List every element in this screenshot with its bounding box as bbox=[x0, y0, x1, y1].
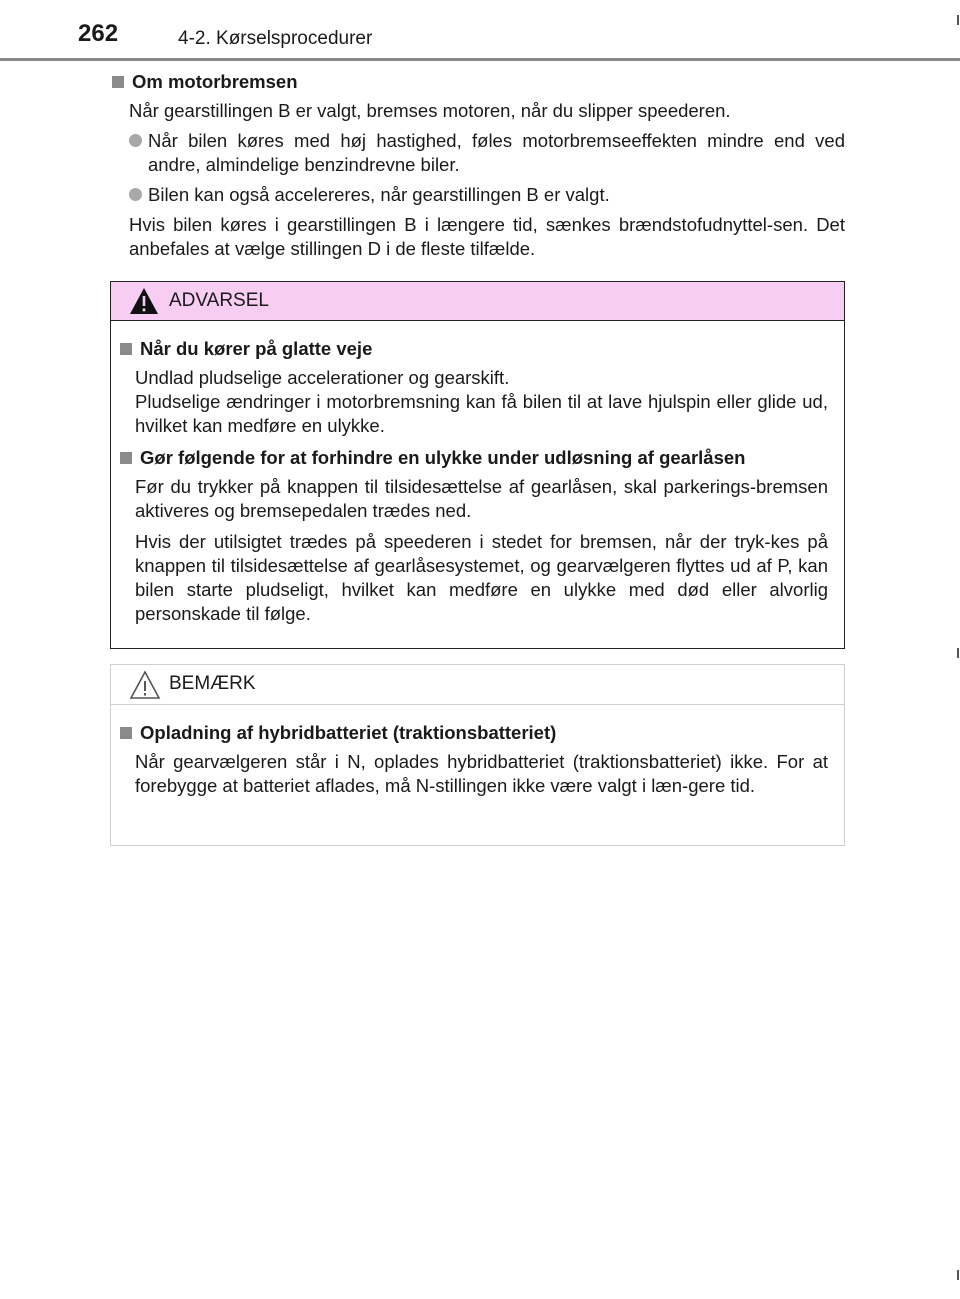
crop-mark bbox=[957, 648, 959, 658]
notice-body bbox=[111, 705, 844, 798]
caution-triangle-outline-icon bbox=[129, 670, 161, 700]
page-number: 262 bbox=[78, 20, 119, 47]
outro-paragraph: Hvis bilen køres i gearstillingen B i længere tid, sænkes brændstofudnyttel-sen. Det anbefales at vælge stillingen D i de fleste tilfælde. bbox=[129, 214, 845, 259]
section-heading bbox=[110, 70, 845, 94]
square-bullet-icon bbox=[120, 343, 132, 355]
notice-label: BEMÆRK bbox=[169, 673, 256, 694]
crop-mark bbox=[957, 1270, 959, 1280]
warning-body bbox=[111, 321, 844, 626]
header-rule bbox=[0, 58, 960, 61]
square-bullet-icon bbox=[120, 452, 132, 464]
notice-header bbox=[111, 665, 844, 705]
subheading-text: Gør følgende for at forhindre en ulykke under udløsning af gearlåsen bbox=[140, 447, 746, 468]
square-bullet-icon bbox=[112, 76, 124, 88]
square-bullet-icon bbox=[120, 727, 132, 739]
round-bullet-icon bbox=[129, 188, 142, 201]
warning-label: ADVARSEL bbox=[169, 290, 269, 311]
warning-paragraph: Hvis der utilsigtet trædes på speederen i stedet for bremsen, når der tryk-kes på knappen til tilsidesættelse af gearlåsesystemet, og gearvælgeren flyttes ud af P, kan bilen starte pludseligt, hvilket kan medføre en ulykke med død eller alvorlig personskade til følge. bbox=[135, 531, 828, 624]
warning-paragraph: Pludselige ændringer i motorbremsning kan få bilen til at lave hjulspin eller glide ud, hvilket kan medføre en ulykke. bbox=[135, 391, 828, 436]
notice-subheading bbox=[118, 721, 828, 745]
section-title: 4-2. Kørselsprocedurer bbox=[178, 28, 373, 49]
warning-paragraph: Undlad pludselige accelerationer og gearskift. bbox=[135, 367, 510, 388]
warning-subheading bbox=[118, 446, 828, 470]
crop-mark bbox=[957, 15, 959, 25]
page-header bbox=[0, 0, 960, 60]
notice-paragraph: Når gearvælgeren står i N, oplades hybridbatteriet (traktionsbatteriet) ikke. For at forebygge at batteriet aflades, må N-stillingen ikke være valgt i læn-gere tid. bbox=[135, 751, 828, 796]
bullet-text: Bilen kan også accelereres, når gearstillingen B er valgt. bbox=[148, 184, 610, 205]
motorbrake-section bbox=[110, 70, 845, 261]
warning-paragraph: Før du trykker på knappen til tilsidesættelse af gearlåsen, skal parkerings-bremsen aktiveres og bremsepedalen trædes ned. bbox=[135, 476, 828, 521]
bullet-text: Når bilen køres med høj hastighed, føles motorbremseeffekten mindre end ved andre, almindelige benzindrevne biler. bbox=[148, 130, 845, 175]
warning-box bbox=[110, 281, 845, 649]
notice-box bbox=[110, 664, 845, 846]
warning-triangle-icon bbox=[129, 287, 159, 315]
subheading-text: Opladning af hybridbatteriet (traktionsbatteriet) bbox=[140, 722, 557, 743]
list-item bbox=[129, 183, 845, 207]
heading-text: Om motorbremsen bbox=[132, 71, 298, 92]
intro-paragraph: Når gearstillingen B er valgt, bremses motoren, når du slipper speederen. bbox=[129, 100, 731, 121]
subheading-text: Når du kører på glatte veje bbox=[140, 338, 373, 359]
round-bullet-icon bbox=[129, 134, 142, 147]
warning-subheading bbox=[118, 337, 828, 361]
warning-header bbox=[111, 282, 844, 321]
list-item bbox=[129, 129, 845, 177]
